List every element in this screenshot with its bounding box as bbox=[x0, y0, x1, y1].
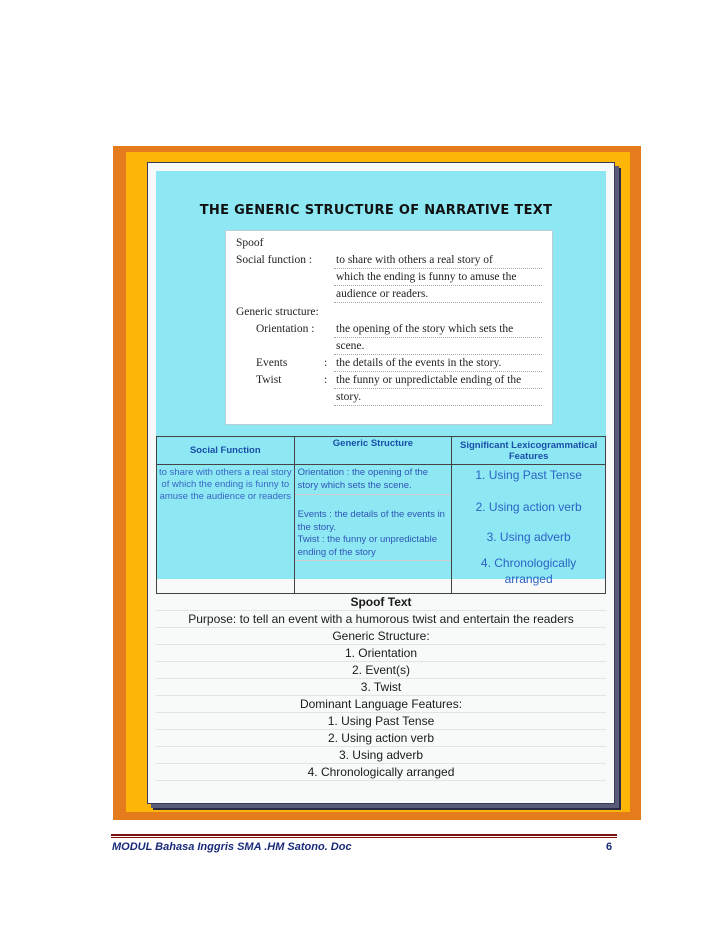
header-lexicogrammatical: Significant Lexicogrammatical Features bbox=[452, 437, 606, 465]
scan-orientation-line2: scene. bbox=[336, 340, 365, 352]
events-text: Events : the details of the events in the story. bbox=[297, 509, 445, 533]
scan-social-line2: which the ending is funny to amuse the bbox=[336, 271, 517, 283]
cell-features bbox=[452, 465, 606, 594]
spoof-text-box bbox=[156, 594, 606, 781]
spoof-definition-image bbox=[225, 230, 553, 425]
twist-text: Twist : the funny or unpredictable ending of the story bbox=[297, 534, 438, 558]
spoof-line: 1. Using Past Tense bbox=[156, 713, 606, 730]
scan-generic-label: Generic structure: bbox=[236, 306, 319, 318]
footer-doc-title: MODUL Bahasa Inggris SMA .HM Satono. Doc bbox=[112, 841, 352, 853]
scan-social-line1: to share with others a real story of bbox=[336, 254, 493, 266]
spoof-line: 2. Event(s) bbox=[156, 662, 606, 679]
scan-heading: Spoof bbox=[236, 237, 264, 249]
header-social-function: Social Function bbox=[157, 437, 295, 465]
scan-twist-colon: : bbox=[324, 374, 328, 386]
scan-events-label: Events bbox=[256, 357, 288, 369]
footer-divider bbox=[111, 834, 617, 836]
scan-twist-label: Twist bbox=[256, 374, 282, 386]
page-title: THE GENERIC STRUCTURE OF NARRATIVE TEXT bbox=[199, 203, 553, 218]
spoof-line: 3. Using adverb bbox=[156, 747, 606, 764]
scan-twist-line2: story. bbox=[336, 391, 362, 403]
scan-social-label: Social function : bbox=[236, 254, 313, 266]
orientation-text: Orientation : the opening of the story which sets the scene. bbox=[297, 467, 429, 491]
cell-generic-structure bbox=[294, 465, 452, 594]
cell-social-function: to share with others a real story of which the ending is funny to amuse the audience or readers bbox=[157, 465, 295, 594]
scan-events-text: the details of the events in the story. bbox=[336, 357, 502, 369]
feature-item: 4. Chronologically arranged bbox=[480, 556, 577, 586]
footer-divider-thin bbox=[111, 837, 617, 838]
spoof-line: 2. Using action verb bbox=[156, 730, 606, 747]
spoof-line: Generic Structure: bbox=[156, 628, 606, 645]
content-panel bbox=[147, 162, 615, 804]
scan-events-colon: : bbox=[324, 357, 328, 369]
spoof-line: 3. Twist bbox=[156, 679, 606, 696]
features-table bbox=[156, 436, 606, 594]
feature-item: 1. Using Past Tense bbox=[475, 468, 582, 482]
spoof-line: Dominant Language Features: bbox=[156, 696, 606, 713]
scan-orientation-line1: the opening of the story which sets the bbox=[336, 323, 514, 335]
scan-social-line3: audience or readers. bbox=[336, 288, 429, 300]
scan-orientation-label: Orientation : bbox=[256, 323, 315, 335]
scan-twist-line1: the funny or unpredictable ending of the bbox=[336, 374, 522, 386]
spoof-line: 1. Orientation bbox=[156, 645, 606, 662]
feature-item: 3. Using adverb bbox=[486, 530, 571, 544]
spoof-line: Purpose: to tell an event with a humorous twist and entertain the readers bbox=[156, 611, 606, 628]
header-generic-structure: Generic Structure bbox=[294, 437, 452, 465]
table-row bbox=[157, 465, 606, 594]
spoof-heading: Spoof Text bbox=[156, 594, 606, 611]
table-header-row bbox=[157, 437, 606, 465]
feature-item: 2. Using action verb bbox=[475, 500, 582, 514]
page-number: 6 bbox=[606, 841, 613, 853]
spoof-line: 4. Chronologically arranged bbox=[156, 764, 606, 781]
